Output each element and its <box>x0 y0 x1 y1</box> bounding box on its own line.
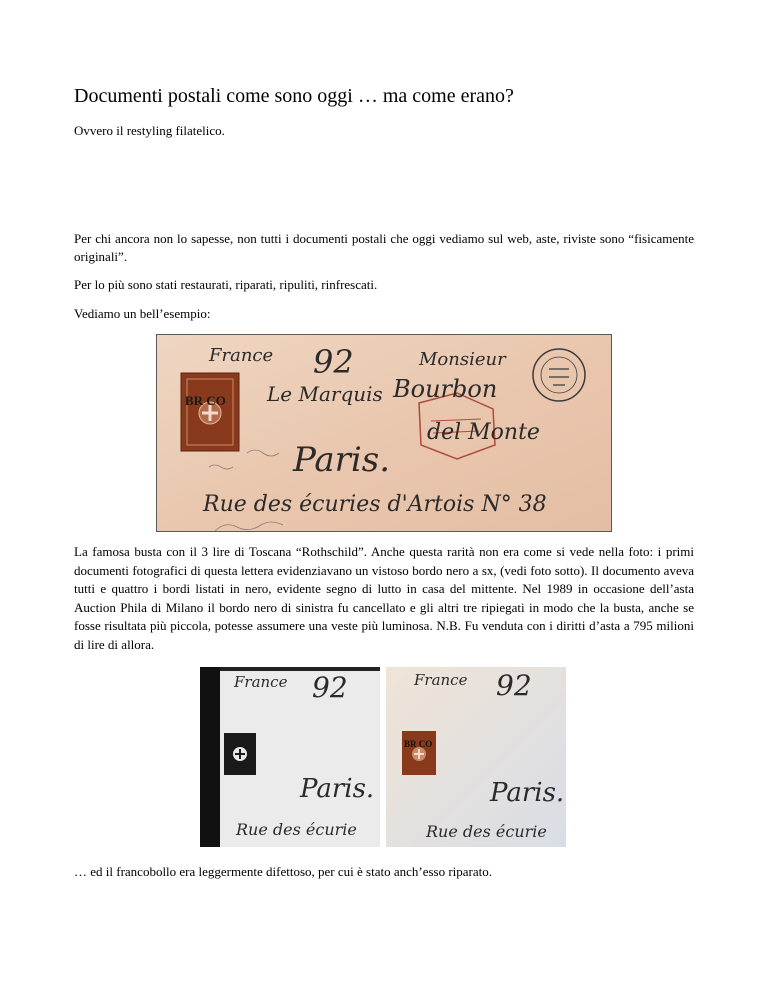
old-hw-paris: Paris. <box>300 774 375 804</box>
old-stamp <box>224 733 256 775</box>
subtitle: Ovvero il restyling filatelico. <box>74 123 225 138</box>
rothschild-cover-photo <box>156 334 612 532</box>
old-hw-street: Rue des écurie <box>236 820 357 839</box>
restored-photo <box>386 667 566 847</box>
old-hw-number: 92 <box>312 671 348 704</box>
old-hw-france: France <box>234 673 288 691</box>
stamp-cancellation-text: BR CO <box>185 393 226 408</box>
caption-paragraph: La famosa busta con il 3 lire di Toscana “Rothschild”. Anche questa rarità non era come si vede nella foto: i primi documenti fotografici di questa lettera evidenziavano un vistoso bordo nero a sx, (vedi foto sotto). Il documento aveva tutti e quattro i bordi listati in nero, evidente segno di lutto in casa del mittente. Nel 1989 in occasione dell’asta Auction Phila di Milano il bordo nero di sinistra fu cancellato e gli altri tre ripiegati in modo che la busta, anche se fosse risultata più piccola, potesse assumere una veste più luminosa. N.B. Fu venduta con i diritti d’asta a 795 milioni di lire di allora. <box>74 544 694 652</box>
new-hw-number: 92 <box>496 669 532 702</box>
intro-paragraph: Per chi ancora non lo sapesse, non tutti i documenti postali che oggi vediamo sul web, aste, riviste sono “fisicamente originali”. <box>74 231 694 264</box>
restored-stamp <box>402 731 436 775</box>
new-hw-paris: Paris. <box>490 778 565 808</box>
restored-paragraph: Per lo più sono stati restaurati, riparati, ripuliti, rinfrescati. <box>74 277 378 292</box>
hw-france: France <box>209 345 274 366</box>
old-photo-illustration <box>200 667 380 847</box>
closing-paragraph: … ed il francobollo era leggermente difettoso, per cui è stato anch’esso riparato. <box>74 864 493 879</box>
hw-number: 92 <box>313 343 354 381</box>
hw-monsieur: Monsieur <box>419 349 506 370</box>
hw-del-monte: del Monte <box>427 420 540 445</box>
restored-stamp-text: BR CO <box>404 739 433 749</box>
new-hw-street: Rue des écurie <box>426 822 547 841</box>
new-hw-france: France <box>414 671 468 689</box>
hw-bourbon: Bourbon <box>393 375 498 403</box>
hw-paris: Paris. <box>293 440 391 480</box>
example-paragraph: Vediamo un bell’esempio: <box>74 306 211 321</box>
hw-street: Rue des écuries d'Artois N° 38 <box>203 492 547 517</box>
page-title: Documenti postali come sono oggi … ma come erano? <box>74 85 514 107</box>
envelope-illustration <box>157 335 611 531</box>
mourning-border <box>200 667 220 847</box>
restored-photo-illustration <box>386 667 566 847</box>
old-photo-black-border <box>200 667 380 847</box>
hw-marquis: Le Marquis <box>267 382 383 406</box>
stamp-3-lire <box>181 373 239 451</box>
